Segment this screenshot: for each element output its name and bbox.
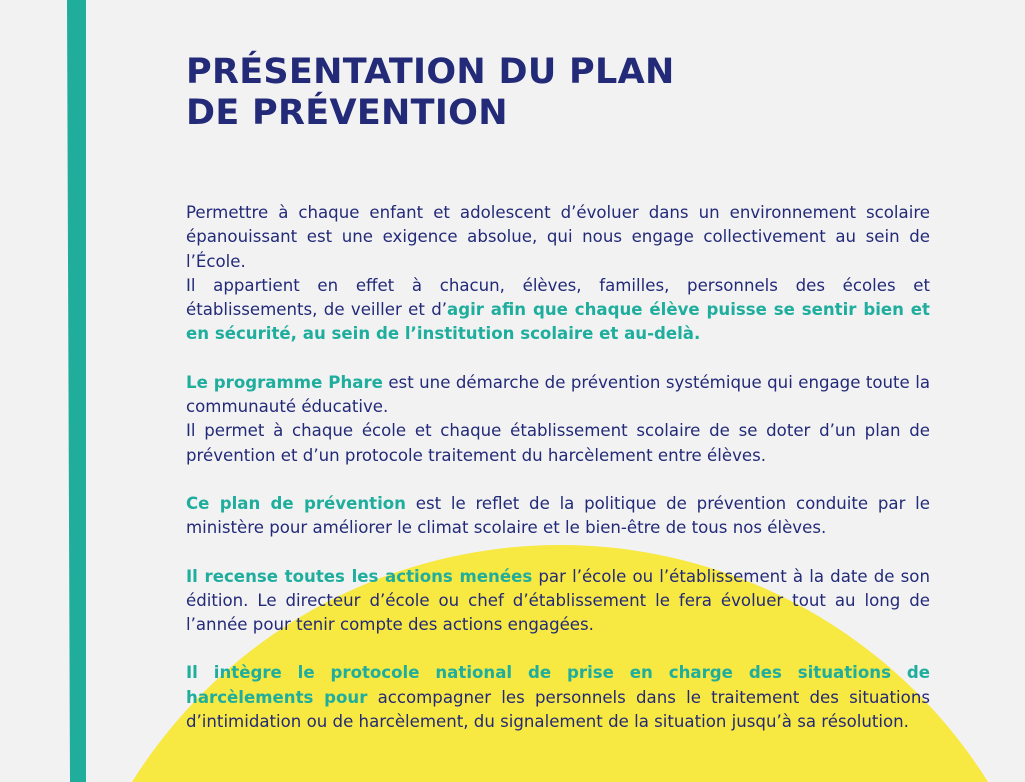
paragraph-plan-reflect-text: est le reflet de la politique de prévention conduite par le ministère pour améliorer le climat scolaire et le bien-être de tous nos élèves. (186, 493, 930, 538)
page-title-line-1: PRÉSENTATION DU PLAN (186, 52, 675, 92)
body-text (186, 201, 930, 734)
paragraph-protocol-highlight: Il intègre le protocole national de prise en charge des situations de harcèlements pour (186, 663, 930, 707)
paragraph-responsibility (186, 274, 930, 347)
teal-side-band (0, 0, 86, 782)
page-title (186, 52, 930, 134)
paragraph-responsibility-highlight: agir afin que chaque élève puisse se sentir bien et en sécurité, au sein de l’institution scolaire et au-delà. (186, 300, 930, 344)
paragraph-protocol (186, 661, 930, 734)
paragraph-responsibility-text: Il appartient en effet à chacun, élèves, familles, personnels des écoles et établissements, de veiller et d’ (186, 275, 930, 320)
main-content (186, 52, 930, 734)
paragraph-actions-highlight: Il recense toutes les actions menées (186, 566, 533, 586)
paragraph-actions (186, 565, 930, 638)
paragraph-programme-phare (186, 371, 930, 420)
page-title-line-2: DE PRÉVENTION (186, 93, 508, 133)
paragraph-intro: Permettre à chaque enfant et adolescent d’évoluer dans un environnement scolaire épanouissant est une exigence absolue, qui nous engage collectivement au sein de l’École. (186, 203, 930, 271)
paragraph-programme-phare-highlight: Le programme Phare (186, 372, 383, 392)
paragraph-protocol-text: accompagner les personnels dans le traitement des situations d’intimidation ou de harcèlement, du signalement de la situation jusqu’à sa résolution. (186, 687, 930, 732)
paragraph-programme-phare-text: est une démarche de prévention systémique qui engage toute la communauté éducative. (186, 372, 930, 417)
paragraph-plan-protocol: Il permet à chaque école et chaque établissement scolaire de se doter d’un plan de prévention et d’un protocole traitement du harcèlement entre élèves. (186, 421, 930, 465)
paragraph-plan-reflect-highlight: Ce plan de prévention (186, 493, 406, 513)
paragraph-actions-text: par l’école ou l’établissement à la date de son édition. Le directeur d’école ou chef d’établissement le fera évoluer tout au long de l’année pour tenir compte des actions engagées. (186, 566, 930, 635)
paragraph-plan-reflect (186, 492, 930, 541)
